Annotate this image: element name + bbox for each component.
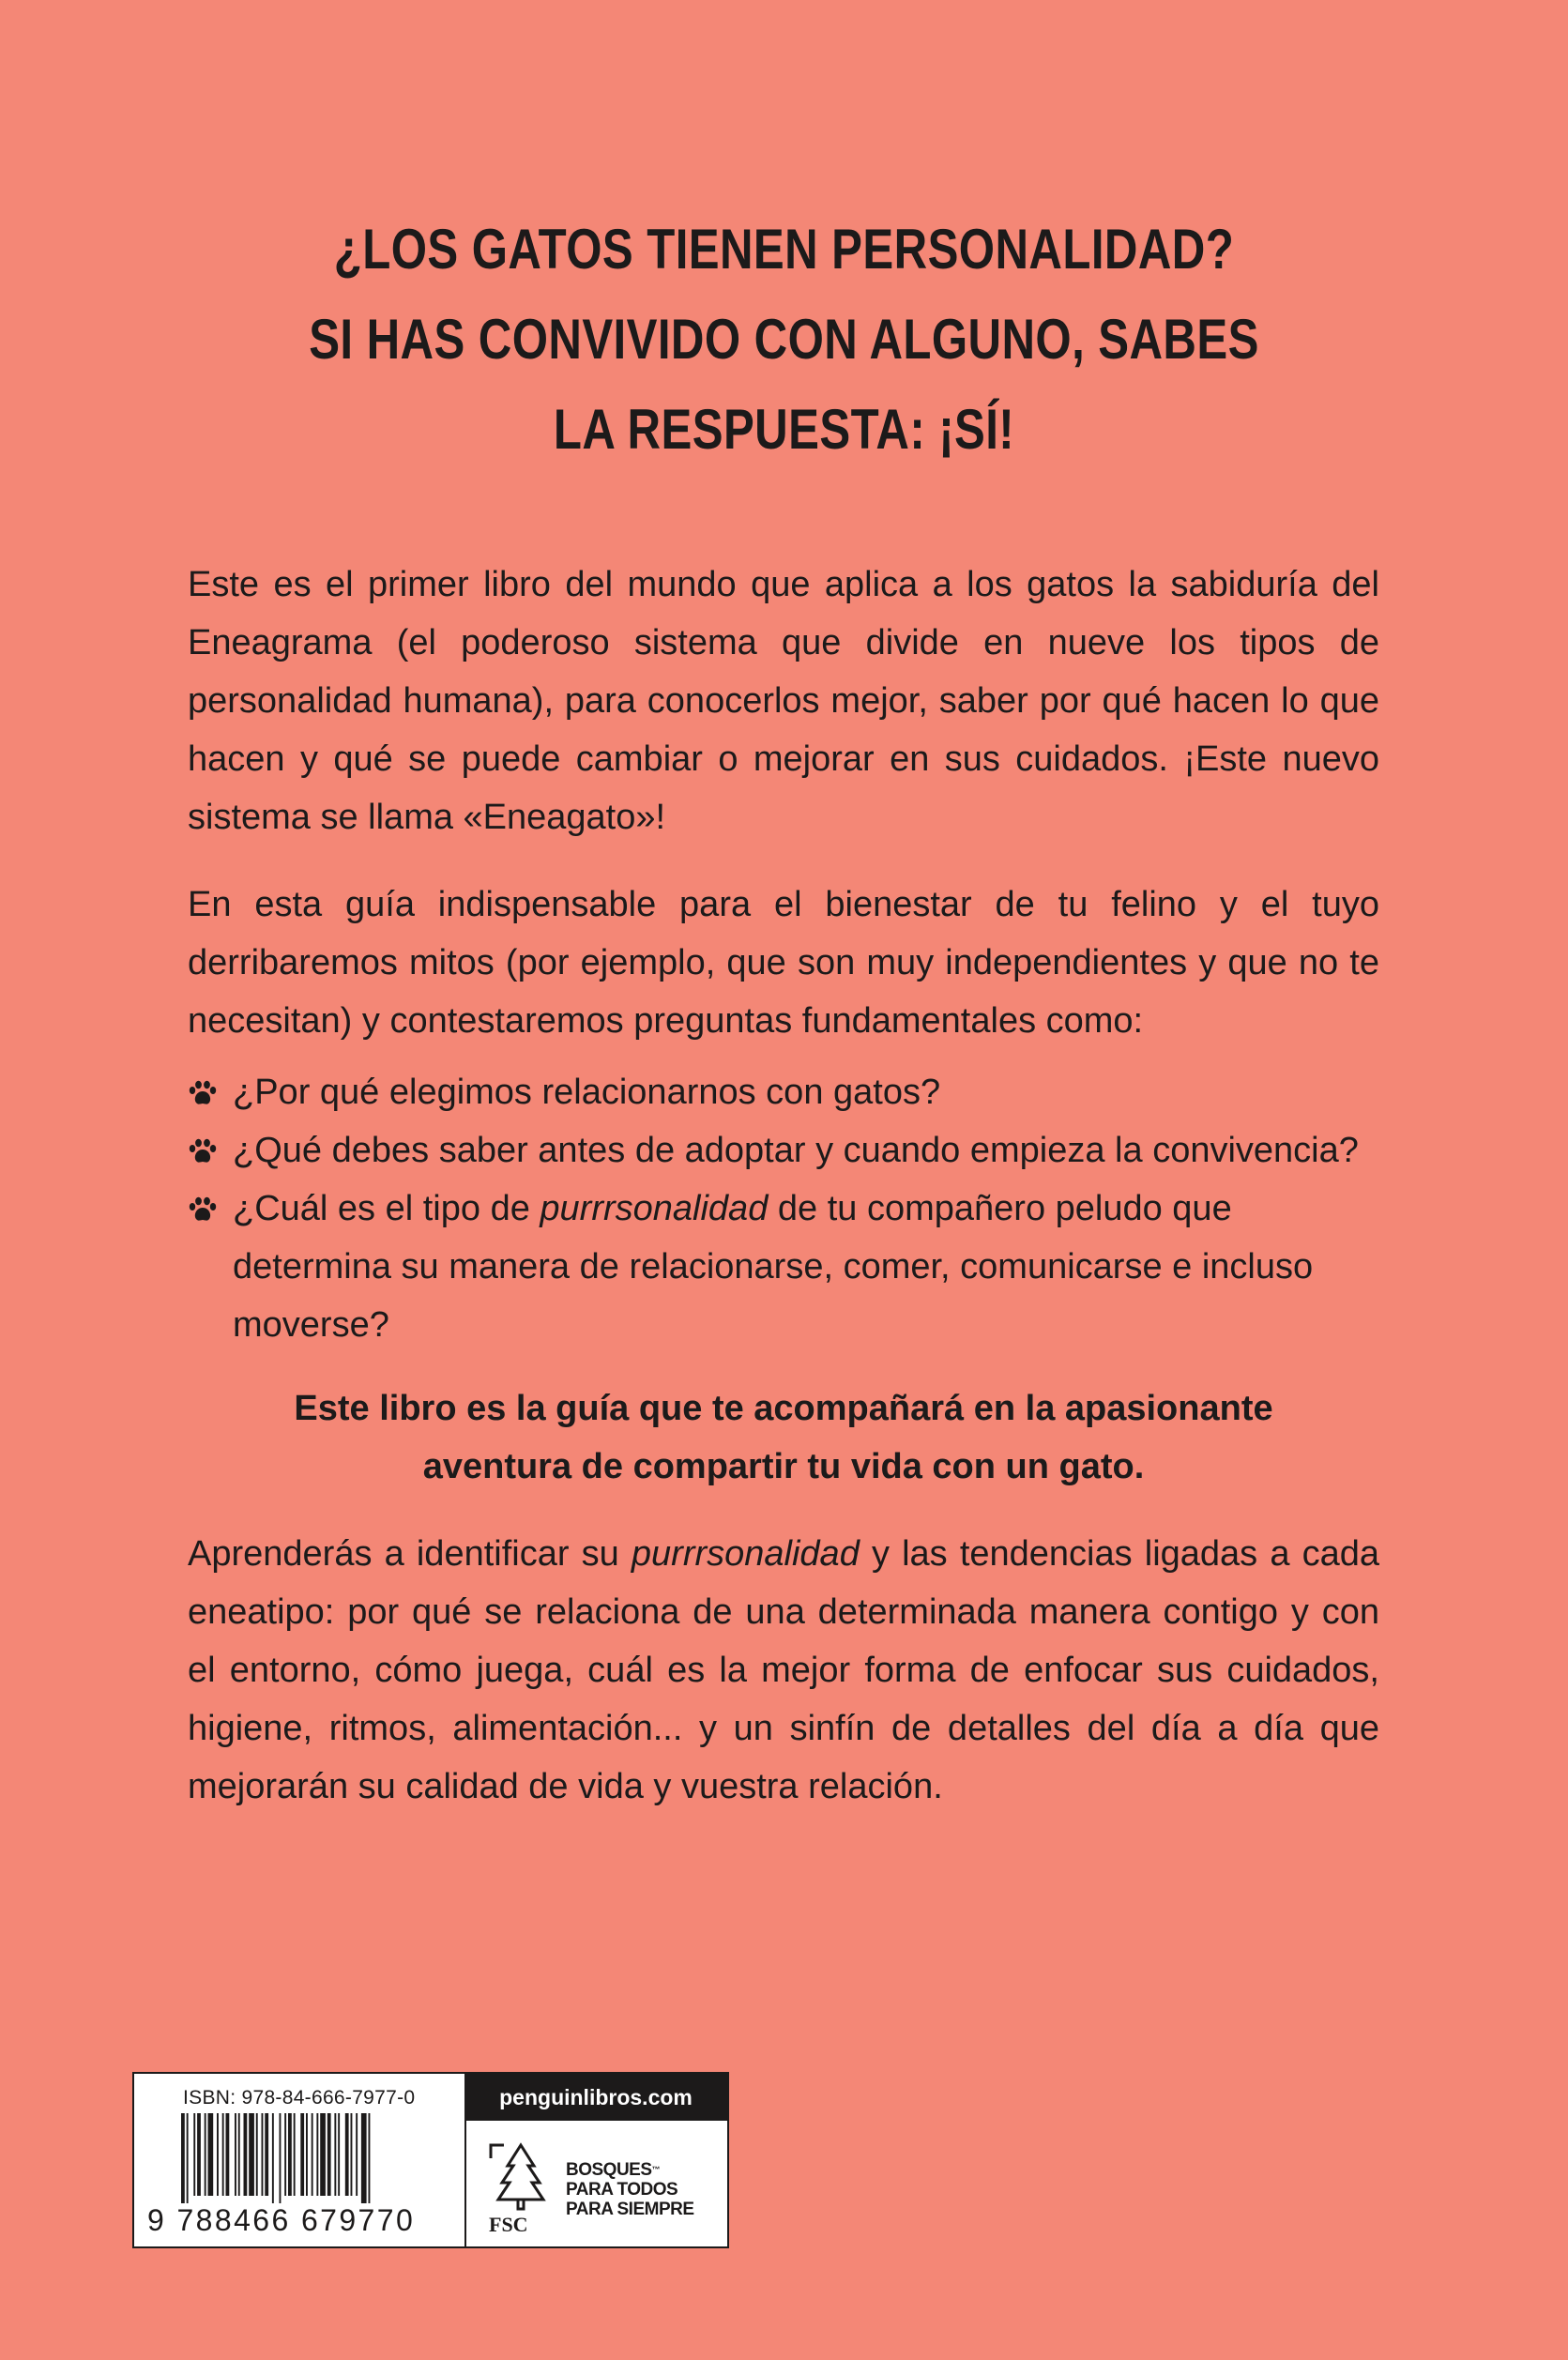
barcode-bar (256, 2113, 258, 2196)
highlight-statement (188, 1379, 1379, 1496)
barcode-bar (181, 2113, 185, 2203)
headline-line-1: ¿LOS GATOS TIENEN PERSONALIDAD? (333, 218, 1235, 281)
barcode-bar (334, 2113, 336, 2196)
barcode-bar (222, 2113, 224, 2196)
barcode-digits: 9 788466 679770 (147, 2203, 416, 2237)
barcode-bar (238, 2113, 240, 2196)
bullet-text: ¿Por qué elegimos relacionarnos con gatos? (233, 1073, 941, 1112)
bullet-text: ¿Qué debes saber antes de adoptar y cuando empieza la convivencia? (233, 1131, 1359, 1170)
highlight-line-1: Este libro es la guía que te acompañará en la apasionante (294, 1389, 1273, 1428)
barcode-bar (262, 2113, 264, 2196)
barcode-bar (356, 2113, 358, 2196)
bullet-text (233, 1189, 1313, 1345)
barcode-bar (235, 2113, 236, 2196)
blurb-body (188, 556, 1379, 1816)
barcode-bar (312, 2113, 313, 2196)
list-item (188, 1121, 1379, 1180)
barcode-panel (132, 2072, 729, 2248)
barcode-bar (272, 2113, 274, 2203)
barcode-bar (193, 2113, 195, 2196)
barcode-bar (345, 2113, 349, 2196)
barcode-bar (306, 2113, 308, 2196)
fsc-slogan-line-3: PARA SIEMPRE (566, 2200, 694, 2219)
barcode-bar (294, 2113, 296, 2196)
fsc-slogan-line-1: BOSQUES (566, 2160, 652, 2180)
barcode-bar (327, 2113, 331, 2196)
barcode-bar (361, 2113, 367, 2203)
barcode-bars (181, 2113, 425, 2203)
barcode-bar (351, 2113, 353, 2196)
headline-line-2: SI HAS CONVIVIDO CON ALGUNO, SABES (309, 308, 1259, 371)
bullet-text-end: de tu compañero peludo que determina su manera de relacionarse, comer, comunicarse e incluso moverse? (233, 1189, 1314, 1345)
publisher-block (464, 2074, 727, 2246)
publisher-website: penguinlibros.com (464, 2074, 727, 2121)
barcode-bar (316, 2113, 318, 2196)
barcode-bar (338, 2113, 340, 2196)
list-item (188, 1063, 1379, 1121)
barcode-bar (369, 2113, 371, 2203)
list-item (188, 1180, 1379, 1354)
barcode-bar (197, 2113, 201, 2196)
fsc-slogan-line-2: PARA TODOS (566, 2180, 678, 2200)
barcode-bar (187, 2113, 189, 2203)
trademark-mark: ™ (651, 2165, 661, 2174)
purrrsonalidad-term: purrrsonalidad (631, 1534, 860, 1574)
paw-print-icon (188, 1196, 218, 1223)
barcode-bar (284, 2113, 286, 2196)
barcode-bar (320, 2113, 326, 2196)
paw-print-icon (188, 1138, 218, 1165)
back-cover-headline (141, 205, 1426, 475)
isbn-barcode (134, 2074, 466, 2246)
guide-paragraph: En esta guía indispensable para el bienestar de tu felino y el tuyo derribaremos mitos (por ejemplo, que son muy independientes y que no te necesitan) y contestaremos preguntas fundamentales como: (188, 885, 1379, 1041)
barcode-bar (244, 2113, 248, 2196)
barcode-bar (226, 2113, 230, 2196)
intro-paragraph: Este es el primer libro del mundo que aplica a los gatos la sabiduría del Eneagrama (el poderoso sistema que divide en nueve los tipos de personalidad humana), para conocerlos mejor, saber por qué hacen lo que hacen y qué se puede cambiar o mejorar en sus cuidados. ¡Este nuevo sistema se llama «Eneagato»! (188, 565, 1379, 837)
barcode-bar (265, 2113, 268, 2196)
fsc-slogan (566, 2160, 694, 2219)
details-text-end: y las tendencias ligadas a cada eneatipo: por qué se relaciona de una determinada manera contigo y con el entorno, cómo juega, cuál es la mejor forma de enfocar sus cuidados, higiene, ritmos, alimentación... y un sinfín de detalles del día a día que mejorarán su calidad de vida y vuestra relación. (188, 1534, 1379, 1806)
paw-print-icon (188, 1080, 218, 1106)
barcode-bar (300, 2113, 304, 2196)
question-list (188, 1063, 1379, 1354)
fsc-label: FSC (489, 2213, 528, 2236)
headline-line-3: LA RESPUESTA: ¡SÍ! (553, 398, 1015, 461)
isbn-label: ISBN: 978-84-666-7977-0 (183, 2087, 416, 2109)
details-text-start: Aprenderás a identificar su (188, 1534, 632, 1574)
barcode-bar (288, 2113, 292, 2196)
barcode-bar (217, 2113, 219, 2196)
details-paragraph (188, 1525, 1379, 1816)
bullet-text-start: ¿Cuál es el tipo de (233, 1189, 540, 1228)
highlight-line-2: aventura de compartir tu vida con un gato. (422, 1447, 1145, 1486)
purrrsonalidad-term: purrrsonalidad (540, 1189, 769, 1228)
barcode-bar (205, 2113, 206, 2196)
fsc-certification (464, 2121, 727, 2246)
barcode-bar (280, 2113, 282, 2203)
barcode-bar (208, 2113, 214, 2196)
barcode-bar (249, 2113, 254, 2196)
